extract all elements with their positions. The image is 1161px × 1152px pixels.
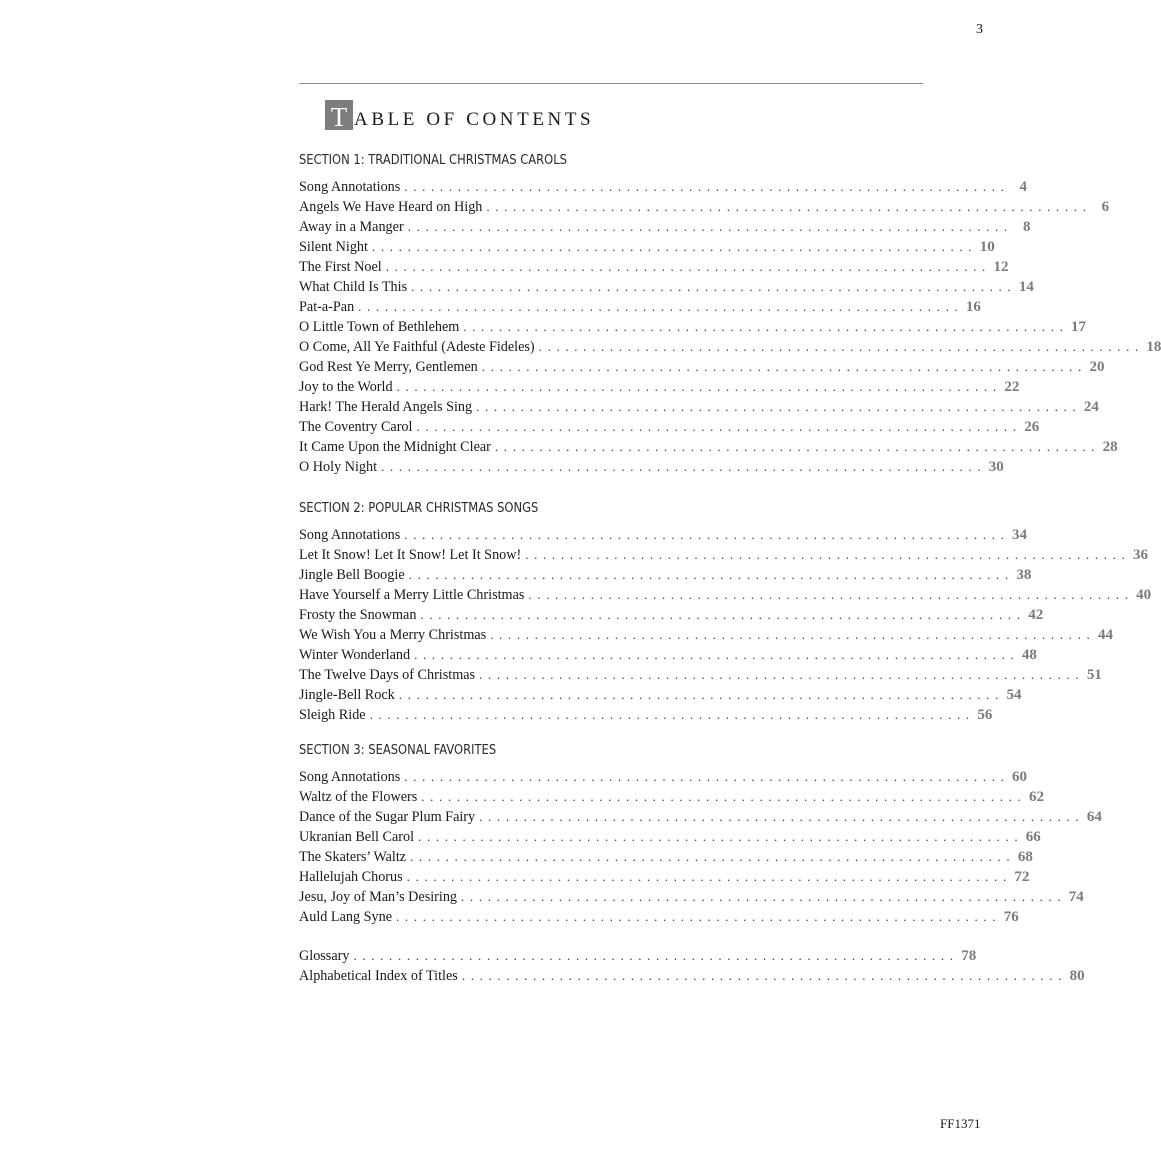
toc-entry xyxy=(299,847,1033,867)
toc-entry-page: 74 xyxy=(1068,889,1084,905)
toc-leader-dots: . . . . . . . . . . . . . . . . . . . . . . . . . . . . . . . . . . . . . . . . . . . . . . . . . . . . . . . . . . . . . . . . . . . . xyxy=(410,849,1011,864)
toc-entry xyxy=(299,625,1113,645)
toc-entry-page: 60 xyxy=(1012,769,1028,785)
toc-leader-dots: . . . . . . . . . . . . . . . . . . . . . . . . . . . . . . . . . . . . . . . . . . . . . . . . . . . . . . . . . . . . . . . . . . . . xyxy=(406,869,1008,884)
toc-entry xyxy=(299,377,1020,397)
toc-leader-dots: . . . . . . . . . . . . . . . . . . . . . . . . . . . . . . . . . . . . . . . . . . . . . . . . . . . . . . . . . . . . . . . . . . . . xyxy=(476,399,1077,414)
toc-leader-dots: . . . . . . . . . . . . . . . . . . . . . . . . . . . . . . . . . . . . . . . . . . . . . . . . . . . . . . . . . . . . . . . . . . . . xyxy=(407,219,1009,234)
toc-entry-page: 6 xyxy=(1101,199,1110,215)
toc-entry xyxy=(299,966,1085,986)
toc-entry-title: Auld Lang Syne xyxy=(299,909,392,925)
toc-entry-title: Have Yourself a Merry Little Christmas xyxy=(299,587,525,603)
toc-leader-dots: . . . . . . . . . . . . . . . . . . . . . . . . . . . . . . . . . . . . . . . . . . . . . . . . . . . . . . . . . . . . . . . . . . . . xyxy=(420,607,1022,622)
section-2 xyxy=(299,499,1152,725)
toc-entry-page: 62 xyxy=(1029,789,1044,805)
section-1 xyxy=(299,151,1161,477)
toc-entry xyxy=(299,317,1087,337)
toc-entry-title: Joy to the World xyxy=(299,379,393,395)
toc-entry xyxy=(299,665,1102,685)
toc-entry-page: 20 xyxy=(1089,359,1105,375)
toc-entry-page: 72 xyxy=(1014,869,1030,885)
toc-entry-page: 66 xyxy=(1025,829,1041,845)
toc-entry xyxy=(299,787,1044,807)
section-title: SECTION 2: POPULAR CHRISTMAS SONGS xyxy=(299,501,539,516)
toc-entry-page: 12 xyxy=(993,259,1009,275)
toc-entry xyxy=(299,887,1084,907)
toc-leader-dots: . . . . . . . . . . . . . . . . . . . . . . . . . . . . . . . . . . . . . . . . . . . . . . . . . . . . . . . . . . . . . . . . . . . . xyxy=(418,829,1019,844)
toc-leader-dots: . . . . . . . . . . . . . . . . . . . . . . . . . . . . . . . . . . . . . . . . . . . . . . . . . . . . . . . . . . . . . . . . . . . . xyxy=(414,647,1015,662)
toc-entry-title: The First Noel xyxy=(299,259,382,275)
toc-leader-dots: . . . . . . . . . . . . . . . . . . . . . . . . . . . . . . . . . . . . . . . . . . . . . . . . . . . . . . . . . . . . . . . . . . . . xyxy=(369,707,971,722)
toc-entry-page: 26 xyxy=(1024,419,1040,435)
section-title: SECTION 1: TRADITIONAL CHRISTMAS CAROLS xyxy=(299,153,567,168)
toc-leader-dots: . . . . . . . . . . . . . . . . . . . . . . . . . . . . . . . . . . . . . . . . . . . . . . . . . . . . . . . . . . . . . . . . . . . . xyxy=(381,459,982,474)
toc-entry xyxy=(299,217,1031,237)
toc-entry-page: 16 xyxy=(965,299,981,315)
toc-entry-page: 28 xyxy=(1102,439,1118,455)
toc-entry xyxy=(299,767,1028,787)
toc-leader-dots: . . . . . . . . . . . . . . . . . . . . . . . . . . . . . . . . . . . . . . . . . . . . . . . . . . . . . . . . . . . . . . . . . . . . xyxy=(481,359,1083,374)
toc-leader-dots: . . . . . . . . . . . . . . . . . . . . . . . . . . . . . . . . . . . . . . . . . . . . . . . . . . . . . . . . . . . . . . . . . . . . xyxy=(494,439,1096,454)
toc-entry-title: Pat-a-Pan xyxy=(299,299,355,315)
toc-entry-title: Ukranian Bell Carol xyxy=(299,829,415,845)
toc-entry-title: Jesu, Joy of Man’s Desiring xyxy=(299,889,458,905)
toc-leader-dots: . . . . . . . . . . . . . . . . . . . . . . . . . . . . . . . . . . . . . . . . . . . . . . . . . . . . . . . . . . . . . . . . . . . . xyxy=(385,259,987,274)
toc-entry xyxy=(299,645,1037,665)
toc-entry-title: Hallelujah Chorus xyxy=(299,869,403,885)
toc-entry-title: Jingle-Bell Rock xyxy=(299,687,395,703)
toc-leader-dots: . . . . . . . . . . . . . . . . . . . . . . . . . . . . . . . . . . . . . . . . . . . . . . . . . . . . . . . . . . . . . . . . . . . . xyxy=(398,687,1000,702)
toc-entry-page: 80 xyxy=(1069,968,1085,984)
toc-leader-dots: . . . . . . . . . . . . . . . . . . . . . . . . . . . . . . . . . . . . . . . . . . . . . . . . . . . . . . . . . . . . . . . . . . . . xyxy=(490,627,1091,642)
toc-entry-title: Song Annotations xyxy=(299,179,401,195)
toc-entry-page: 51 xyxy=(1086,667,1102,683)
toc-entry-title: Silent Night xyxy=(299,239,368,255)
page-number: 3 xyxy=(976,22,983,37)
toc-leader-dots: . . . . . . . . . . . . . . . . . . . . . . . . . . . . . . . . . . . . . . . . . . . . . . . . . . . . . . . . . . . . . . . . . . . . xyxy=(486,199,1088,214)
toc-entry-title: What Child Is This xyxy=(299,279,408,295)
toc-entry-title: The Coventry Carol xyxy=(299,419,413,435)
toc-entry-page: 34 xyxy=(1012,527,1028,543)
toc-entry xyxy=(299,177,1028,197)
toc-entry-page: 64 xyxy=(1086,809,1102,825)
toc-leader-dots: . . . . . . . . . . . . . . . . . . . . . . . . . . . . . . . . . . . . . . . . . . . . . . . . . . . . . . . . . . . . . . . . . . . . xyxy=(461,968,1063,983)
toc-entry-title: O Come, All Ye Faithful (Adeste Fideles) xyxy=(299,339,535,355)
toc-entry-page: 38 xyxy=(1016,567,1032,583)
toc-entry-page: 54 xyxy=(1006,687,1022,703)
toc-entry xyxy=(299,946,977,966)
toc-entry xyxy=(299,197,1110,217)
toc-leader-dots: . . . . . . . . . . . . . . . . . . . . . . . . . . . . . . . . . . . . . . . . . . . . . . . . . . . . . . . . . . . . . . . . . . . . xyxy=(408,567,1010,582)
toc-entry-title: Hark! The Herald Angels Sing xyxy=(299,399,473,415)
toc-leader-dots: . . . . . . . . . . . . . . . . . . . . . . . . . . . . . . . . . . . . . . . . . . . . . . . . . . . . . . . . . . . . . . . . . . . . xyxy=(353,948,955,963)
toc-heading xyxy=(325,100,594,132)
top-rule xyxy=(299,83,923,84)
toc-entry-page: 8 xyxy=(1022,219,1031,235)
toc-entry-page: 24 xyxy=(1083,399,1099,415)
drop-cap: T xyxy=(325,100,353,130)
toc-entry-title: Dance of the Sugar Plum Fairy xyxy=(299,809,476,825)
toc-leader-dots: . . . . . . . . . . . . . . . . . . . . . . . . . . . . . . . . . . . . . . . . . . . . . . . . . . . . . . . . . . . . . . . . . . . . xyxy=(358,299,959,314)
toc-entry-page: 10 xyxy=(979,239,995,255)
toc-entry-page: 40 xyxy=(1136,587,1152,603)
toc-entry-title: The Twelve Days of Christmas xyxy=(299,667,476,683)
toc-entry-title: Away in a Manger xyxy=(299,219,404,235)
toc-entry-title: Song Annotations xyxy=(299,769,401,785)
toc-entry-title: Winter Wonderland xyxy=(299,647,411,663)
toc-entry xyxy=(299,457,1004,477)
toc-entry-page: 76 xyxy=(1003,909,1019,925)
toc-entry-page: 44 xyxy=(1097,627,1113,643)
toc-leader-dots: . . . . . . . . . . . . . . . . . . . . . . . . . . . . . . . . . . . . . . . . . . . . . . . . . . . . . . . . . . . . . . . . . . . . xyxy=(396,909,997,924)
toc-entry-page: 48 xyxy=(1021,647,1037,663)
toc-entry xyxy=(299,585,1152,605)
toc-leader-dots: . . . . . . . . . . . . . . . . . . . . . . . . . . . . . . . . . . . . . . . . . . . . . . . . . . . . . . . . . . . . . . . . . . . . xyxy=(404,527,1006,542)
toc-entry-title: It Came Upon the Midnight Clear xyxy=(299,439,491,455)
toc-leader-dots: . . . . . . . . . . . . . . . . . . . . . . . . . . . . . . . . . . . . . . . . . . . . . . . . . . . . . . . . . . . . . . . . . . . . xyxy=(416,419,1018,434)
toc-entry-page: 14 xyxy=(1018,279,1034,295)
toc-leader-dots: . . . . . . . . . . . . . . . . . . . . . . . . . . . . . . . . . . . . . . . . . . . . . . . . . . . . . . . . . . . . . . . . . . . . xyxy=(528,587,1130,602)
toc-leader-dots: . . . . . . . . . . . . . . . . . . . . . . . . . . . . . . . . . . . . . . . . . . . . . . . . . . . . . . . . . . . . . . . . . . . . xyxy=(404,769,1006,784)
toc-entry-title: O Little Town of Bethlehem xyxy=(299,319,460,335)
toc-leader-dots: . . . . . . . . . . . . . . . . . . . . . . . . . . . . . . . . . . . . . . . . . . . . . . . . . . . . . . . . . . . . . . . . . . . . xyxy=(404,179,1006,194)
toc-entry-page: 22 xyxy=(1004,379,1020,395)
toc-entry-page: 18 xyxy=(1146,339,1161,355)
toc-leader-dots: . . . . . . . . . . . . . . . . . . . . . . . . . . . . . . . . . . . . . . . . . . . . . . . . . . . . . . . . . . . . . . . . . . . . xyxy=(421,789,1022,804)
toc-entry-title: Sleigh Ride xyxy=(299,707,366,723)
toc-entry xyxy=(299,357,1105,377)
toc-entry-title: Glossary xyxy=(299,948,350,964)
back-matter xyxy=(299,946,1085,986)
toc-entry xyxy=(299,337,1161,357)
toc-leader-dots: . . . . . . . . . . . . . . . . . . . . . . . . . . . . . . . . . . . . . . . . . . . . . . . . . . . . . . . . . . . . . . . . . . . . xyxy=(463,319,1065,334)
toc-entry-page: 42 xyxy=(1028,607,1044,623)
toc-entry xyxy=(299,525,1028,545)
toc-entry xyxy=(299,685,1022,705)
toc-entry xyxy=(299,907,1019,927)
toc-entry xyxy=(299,237,995,257)
toc-entry-title: Alphabetical Index of Titles xyxy=(299,968,458,984)
toc-entry-title: The Skaters’ Waltz xyxy=(299,849,407,865)
section-title: SECTION 3: SEASONAL FAVORITES xyxy=(299,743,497,758)
toc-leader-dots: . . . . . . . . . . . . . . . . . . . . . . . . . . . . . . . . . . . . . . . . . . . . . . . . . . . . . . . . . . . . . . . . . . . . xyxy=(396,379,998,394)
toc-heading-text: ABLE OF CONTENTS xyxy=(354,109,595,130)
toc-entry-page: 78 xyxy=(961,948,977,964)
toc-entry-title: Angels We Have Heard on High xyxy=(299,199,483,215)
toc-entry xyxy=(299,545,1148,565)
toc-entry xyxy=(299,705,993,725)
toc-entry-title: We Wish You a Merry Christmas xyxy=(299,627,487,643)
toc-leader-dots: . . . . . . . . . . . . . . . . . . . . . . . . . . . . . . . . . . . . . . . . . . . . . . . . . . . . . . . . . . . . . . . . . . . . xyxy=(538,339,1140,354)
toc-entry xyxy=(299,565,1032,585)
toc-entry xyxy=(299,807,1102,827)
toc-entry-title: Let It Snow! Let It Snow! Let It Snow! xyxy=(299,547,522,563)
toc-entry-page: 56 xyxy=(977,707,993,723)
footer-code: FF1371 xyxy=(940,1116,981,1131)
toc-entry xyxy=(299,605,1044,625)
toc-entry-title: Jingle Bell Boogie xyxy=(299,567,405,583)
toc-entry-title: God Rest Ye Merry, Gentlemen xyxy=(299,359,478,375)
toc-entry xyxy=(299,827,1041,847)
toc-entry-page: 30 xyxy=(988,459,1004,475)
toc-leader-dots: . . . . . . . . . . . . . . . . . . . . . . . . . . . . . . . . . . . . . . . . . . . . . . . . . . . . . . . . . . . . . . . . . . . . xyxy=(411,279,1012,294)
toc-entry xyxy=(299,397,1099,417)
toc-entry xyxy=(299,277,1034,297)
toc-entry-title: Waltz of the Flowers xyxy=(299,789,418,805)
toc-entry xyxy=(299,297,981,317)
toc-entry-title: Frosty the Snowman xyxy=(299,607,417,623)
toc-entry xyxy=(299,867,1030,887)
toc-leader-dots: . . . . . . . . . . . . . . . . . . . . . . . . . . . . . . . . . . . . . . . . . . . . . . . . . . . . . . . . . . . . . . . . . . . . xyxy=(461,889,1062,904)
toc-entry-title: Song Annotations xyxy=(299,527,401,543)
section-3 xyxy=(299,741,1102,927)
toc-entry-page: 4 xyxy=(1019,179,1028,195)
toc-leader-dots: . . . . . . . . . . . . . . . . . . . . . . . . . . . . . . . . . . . . . . . . . . . . . . . . . . . . . . . . . . . . . . . . . . . . xyxy=(479,667,1080,682)
toc-leader-dots: . . . . . . . . . . . . . . . . . . . . . . . . . . . . . . . . . . . . . . . . . . . . . . . . . . . . . . . . . . . . . . . . . . . . xyxy=(525,547,1126,562)
toc-leader-dots: . . . . . . . . . . . . . . . . . . . . . . . . . . . . . . . . . . . . . . . . . . . . . . . . . . . . . . . . . . . . . . . . . . . . xyxy=(479,809,1080,824)
toc-entry-title: O Holy Night xyxy=(299,459,378,475)
toc-leader-dots: . . . . . . . . . . . . . . . . . . . . . . . . . . . . . . . . . . . . . . . . . . . . . . . . . . . . . . . . . . . . . . . . . . . . xyxy=(371,239,973,254)
toc-entry-page: 68 xyxy=(1017,849,1033,865)
toc-entry xyxy=(299,437,1118,457)
toc-entry xyxy=(299,417,1040,437)
toc-entry-page: 17 xyxy=(1071,319,1087,335)
toc-entry xyxy=(299,257,1009,277)
toc-entry-page: 36 xyxy=(1132,547,1148,563)
